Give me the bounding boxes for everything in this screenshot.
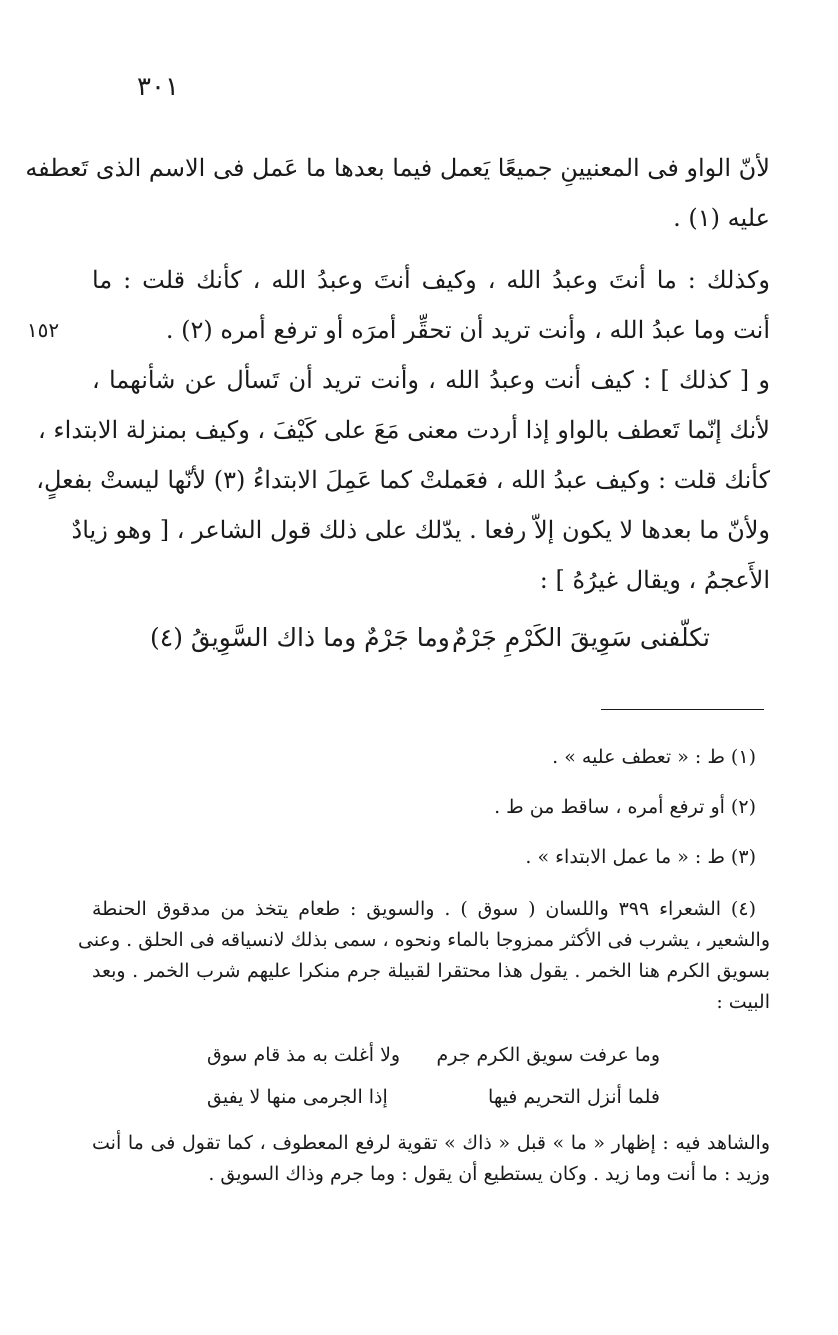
footnote-verse-first: فلما أنزل التحريم فيها — [488, 1086, 660, 1108]
margin-page-number: ١٥٢ — [26, 318, 60, 342]
text-line: و [ كذلك ] : كيف أنت وعبدُ الله ، وأنت تريد أن تَسأل عن شأنهما ، — [92, 366, 770, 394]
footnote-line: والشاهد فيه : إظهار « ما » قبل « ذاك » تقوية لرفع المعطوف ، كما تقول فى ما أنت — [92, 1132, 770, 1154]
footnote-verse — [92, 1076, 770, 1118]
text-line: وكذلك : ما أنتَ وعبدُ الله ، وكيف أنتَ وعبدُ الله ، كأنك قلت : ما — [92, 266, 770, 294]
text-line: لأنك إنّما تَعطف بالواو إذا أردت معنى مَعَ على كَيْفَ ، وكيف بمنزلة الابتداء ، — [38, 416, 770, 444]
footnote-2: (٢) أو ترفع أمره ، ساقط من ط . — [494, 796, 756, 818]
footnote-4 — [78, 894, 770, 1190]
verse-first-hemistich: تكلّفنى سَوِيقَ الكَرْمِ جَرْمٌ — [452, 623, 710, 652]
text-line: كأنك قلت : وكيف عبدُ الله ، فعَملتْ كما عَمِلَ الابتداءُ (٣) لأنّها ليستْ بفعلٍ، — [36, 466, 770, 494]
page-number: ٣٠١ — [137, 72, 179, 102]
text-line: ولأنّ ما بعدها لا يكون إلاّ رفعا . يدّلك على ذلك قول الشاعر ، [ وهو زيادٌ — [71, 516, 770, 544]
footnote-line: والشعير ، يشرب فى الأكثر ممزوجا بالماء ونحوه ، سمى بذلك لانسياقه فى الحلق . وعنى — [78, 929, 770, 951]
footnote-verse-second: ولا أغلت به مذ قام سوق — [207, 1044, 401, 1066]
footnote-verse-second: إذا الجرمى منها لا يفيق — [207, 1086, 388, 1108]
text-line: أنت وما عبدُ الله ، وأنت تريد أن تحقِّر أمرَه أو ترفع أمره (٢) . — [165, 316, 770, 344]
footnote-line: البيت : — [716, 991, 770, 1013]
footnotes — [78, 740, 770, 1190]
footnote-line: (٤) الشعراء ٣٩٩ واللسان ( سوق ) . والسويق : طعام يتخذ من مدقوق الحنطة — [92, 898, 756, 920]
text-line: لأنّ الواو فى المعنيينِ جميعًا يَعمل فيما بعدها ما عَمل فى الاسم الذى تَعطفه — [25, 154, 770, 182]
footnote-verses — [92, 1034, 770, 1118]
poetry-verse — [150, 613, 710, 663]
footnote-tail — [92, 1128, 770, 1190]
footnote-verse — [92, 1034, 770, 1076]
paragraph-gap — [92, 243, 770, 255]
footnote-verse-first: وما عرفت سويق الكرم جرم — [436, 1044, 660, 1066]
footnote-line: بسويق الكرم هنا الخمر . يقول هذا محتقرا لقبيلة جرم منكرا عليهم شرب الخمر . وبعد — [92, 960, 770, 982]
text-line: الأَعجمُ ، ويقال غيرُهُ ] : — [539, 566, 770, 594]
footnote-divider — [601, 709, 764, 710]
verse-second-hemistich: وما جَرْمٌ وما ذاك السَّوِيقُ (٤) — [150, 623, 450, 652]
text-line: عليه (١) . — [673, 204, 770, 232]
footnote-1: (١) ط : « تعطف عليه » . — [552, 746, 756, 768]
footnote-line: وزيد : ما أنت وما زيد . وكان يستطيع أن يقول : وما جرم وذاك السويق . — [208, 1163, 770, 1185]
footnote-3: (٣) ط : « ما عمل الابتداء » . — [525, 846, 756, 868]
